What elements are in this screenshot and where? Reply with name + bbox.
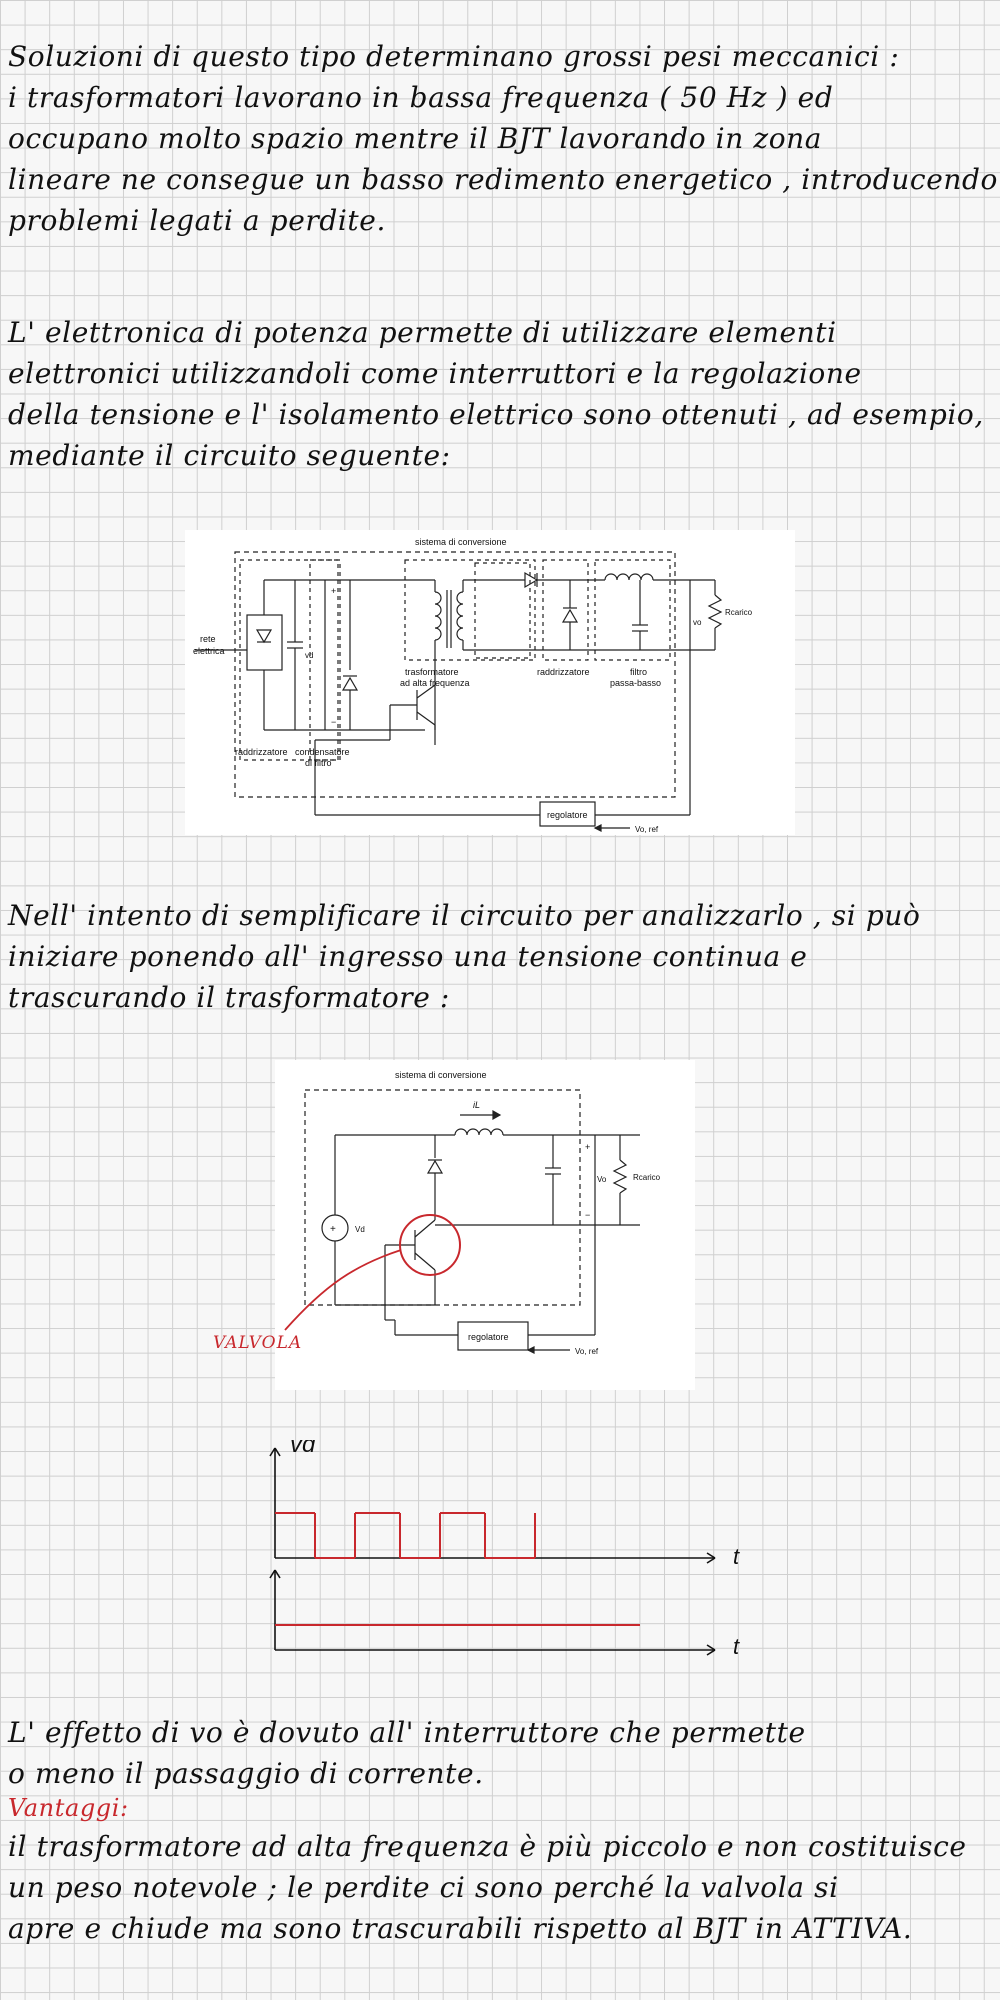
text-line: L' elettronica di potenza permette di utilizzare elementi xyxy=(8,316,837,349)
fig1-vo-ref-label: Vo, ref xyxy=(635,825,659,834)
fig2-source-plus: + xyxy=(330,1224,336,1235)
fig2-il-label: iL xyxy=(473,1100,481,1110)
fig2-title: sistema di conversione xyxy=(395,1070,487,1080)
text-line: della tensione e l' isolamento elettrico sono ottenuti , ad esempio, xyxy=(8,398,984,431)
text-line: iniziare ponendo all' ingresso una tensione continua e xyxy=(8,940,808,973)
power-electronics-paragraph xyxy=(8,312,992,476)
fig2-vd-label: Vd xyxy=(355,1225,365,1234)
fig1-input-rectifier-label: raddrizzatore xyxy=(235,747,288,757)
converter-circuit-figure xyxy=(185,530,795,835)
text-line: lineare ne consegue un basso redimento energetico , introducendo xyxy=(8,163,998,196)
fig1-filter-label: filtro xyxy=(630,667,648,677)
fig1-capacitor-label-2: di filtro xyxy=(305,758,332,768)
waveform-svg xyxy=(255,1440,775,1670)
fig1-transformer-label-2: ad alta frequenza xyxy=(400,678,470,688)
vd-waveform-graph xyxy=(255,1440,775,1670)
fig2-vo-label: Vo xyxy=(597,1175,607,1184)
text-line: i trasformatori lavorano in bassa frequenza ( 50 Hz ) ed xyxy=(8,81,834,114)
simplified-circuit-diagram xyxy=(275,1060,695,1390)
text-line: occupano molto spazio mentre il BJT lavorando in zona xyxy=(8,122,823,155)
graph-t-label: t xyxy=(733,1544,740,1569)
fig2-rcarico-label: Rcarico xyxy=(633,1173,661,1182)
advantages-heading: Vantaggi: xyxy=(8,1794,129,1822)
fig1-rectifier-label: raddrizzatore xyxy=(537,667,590,677)
text-line: Nell' intento di semplificare il circuito per analizzarlo , si può xyxy=(8,899,921,932)
text-line: un peso notevole ; le perdite ci sono perché la valvola si xyxy=(8,1871,839,1904)
advantages-section xyxy=(8,1790,992,1949)
fig1-title: sistema di conversione xyxy=(415,537,507,547)
fig1-elettrica-label: elettrica xyxy=(193,646,225,656)
fig1-transformer-label: trasformatore xyxy=(405,667,459,677)
text-line: il trasformatore ad alta frequenza è più piccolo e non costituisce xyxy=(8,1830,967,1863)
valvola-label: VALVOLA xyxy=(213,1333,303,1353)
fig1-minus-sign: − xyxy=(331,717,337,727)
fig2-regulator-label: regolatore xyxy=(468,1332,509,1342)
simplification-paragraph xyxy=(8,895,992,1018)
text-line: o meno il passaggio di corrente. xyxy=(8,1757,484,1790)
fig1-capacitor-label: condensatore xyxy=(295,747,350,757)
fig1-rete-label: rete xyxy=(200,634,216,644)
fig1-filter-label-2: passa-basso xyxy=(610,678,662,688)
text-line: problemi legati a perdite. xyxy=(8,204,386,237)
converter-circuit-diagram xyxy=(185,530,795,835)
fig1-rcarico-label: Rcarico xyxy=(725,608,753,617)
graph-y-label: vd xyxy=(290,1440,316,1458)
intro-paragraph xyxy=(8,36,998,241)
effect-paragraph xyxy=(8,1712,992,1794)
text-line: trascurando il trasformatore : xyxy=(8,981,450,1014)
text-line: mediante il circuito seguente: xyxy=(8,439,451,472)
fig1-plus-sign: + xyxy=(331,586,337,596)
fig2-vo-ref-label: Vo, ref xyxy=(575,1347,599,1356)
text-line: apre e chiude ma sono trascurabili rispetto al BJT in ATTIVA. xyxy=(8,1912,913,1945)
fig1-vd-label: vd xyxy=(305,651,314,660)
simplified-circuit-figure xyxy=(275,1060,695,1390)
text-line: Soluzioni di questo tipo determinano grossi pesi meccanici : xyxy=(8,40,900,73)
text-line: L' effetto di vo è dovuto all' interruttore che permette xyxy=(8,1716,806,1749)
fig1-regulator-label: regolatore xyxy=(547,810,588,820)
fig2-minus-sign: − xyxy=(585,1210,591,1220)
text-line: elettronici utilizzandoli come interruttori e la regolazione xyxy=(8,357,862,390)
fig1-vo-label: vo xyxy=(693,618,702,627)
graph-t-label-2: t xyxy=(733,1634,740,1659)
fig2-plus-sign: + xyxy=(585,1142,591,1152)
